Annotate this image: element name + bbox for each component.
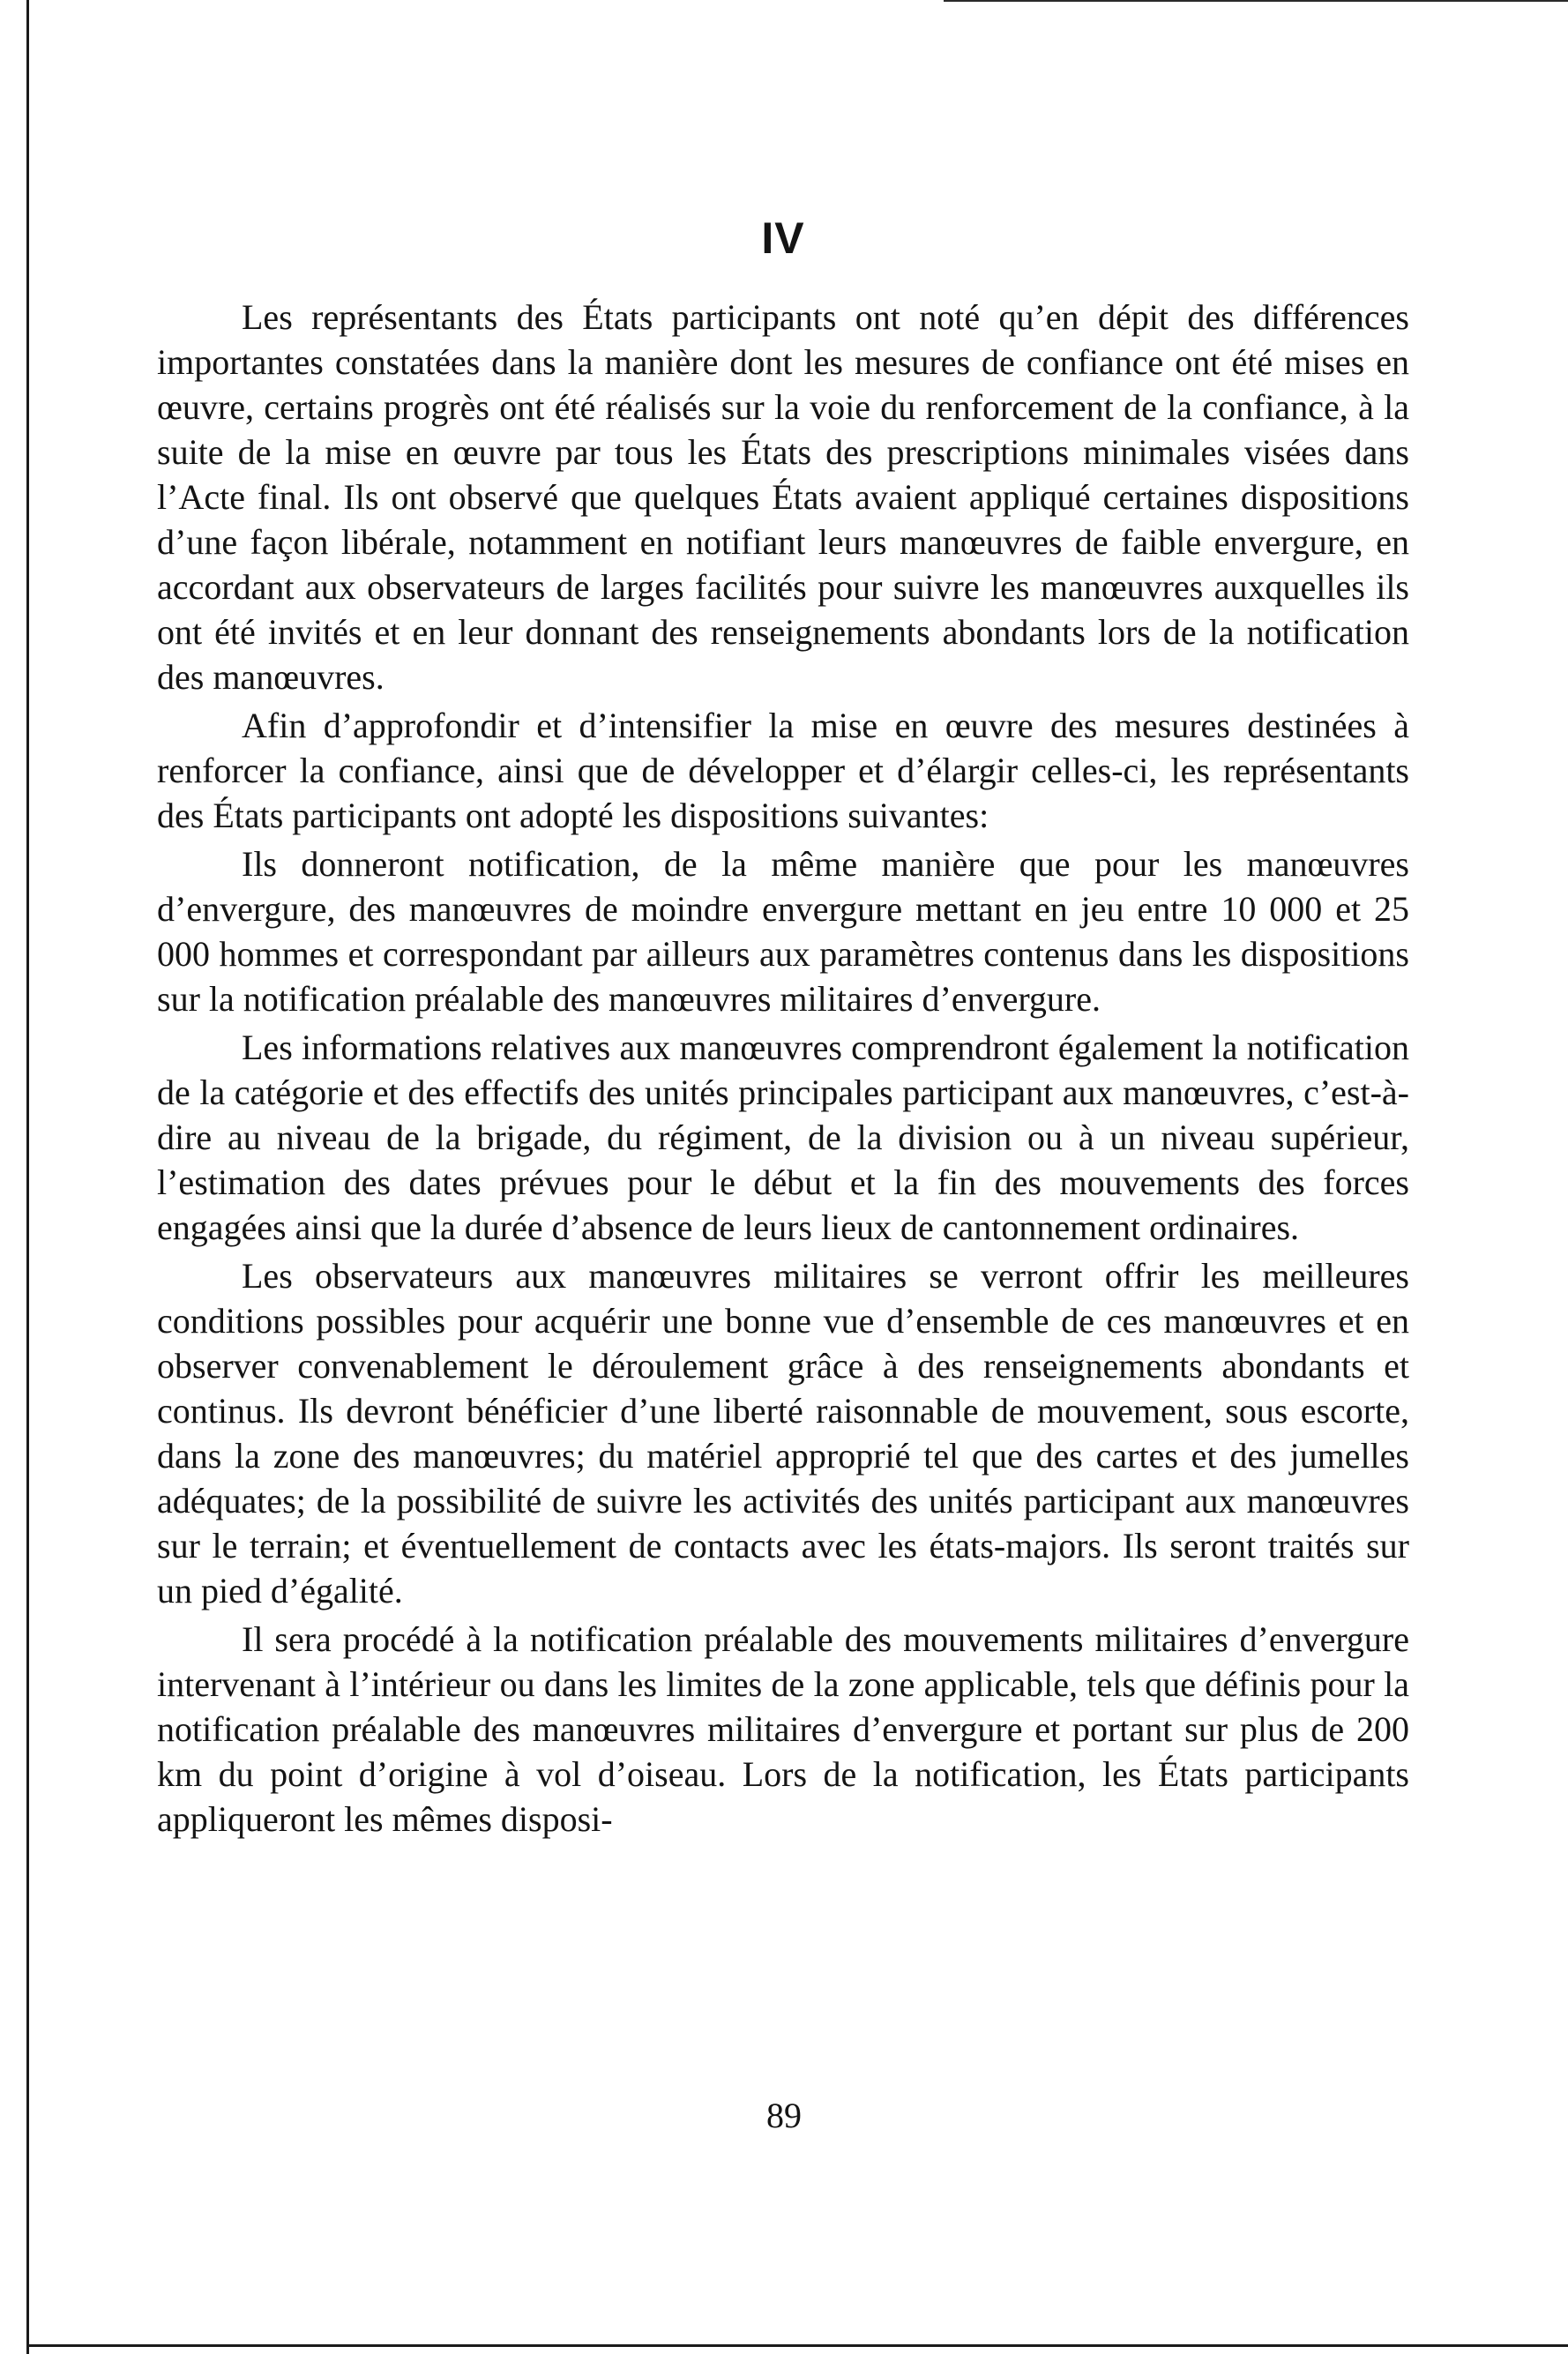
paragraph-6: Il sera procédé à la notification préalable des mouvements militaires d’envergure intervenant à l’intérieur ou dans les limites de la zone applicable, tels que définis pour la notification préalable des manœuvres militaires d’envergure et portant sur plus de 200 km du point d’origine à vol d’oiseau. Lors de la notification, les États participants appliqueront les mêmes disposi- [157,1619,1409,1839]
scan-border-top [944,0,1568,2]
scan-border-left [26,0,29,2354]
section-heading: IV [761,213,805,263]
scan-border-bottom [26,2344,1568,2347]
paragraph-5: Les observateurs aux manœuvres militaires se verront offrir les meilleures conditions possibles pour acquérir une bonne vue d’ensemble de ces manœuvres et en observer convenablement le déroulement grâce à des renseignements abondants et continus. Ils devront bénéficier d’une liberté raisonnable de mouvement, sous escorte, dans la zone des manœuvres; du matériel approprié tel que des cartes et des jumelles adéquates; de la possibilité de suivre les activités des unités participant aux manœuvres sur le terrain; et éventuellement de contacts avec les états-majors. Ils seront traités sur un pied d’égalité. [157,1256,1409,1610]
paragraph-2: Afin d’approfondir et d’intensifier la mise en œuvre des mesures destinées à renforcer la confiance, ainsi que de développer et d’élargir celles-ci, les représentants des États participants ont adopté les dispositions suivantes: [157,706,1409,835]
paragraph-3: Ils donneront notification, de la même manière que pour les manœuvres d’envergure, des manœuvres de moindre envergure mettant en jeu entre 10 000 et 25 000 hommes et correspondant par ailleurs aux paramètres contenus dans les dispositions sur la notification préalable des manœuvres militaires d’envergure. [157,844,1409,1019]
paragraph-4: Les informations relatives aux manœuvres comprendront également la notification de la catégorie et des effectifs des unités principales participant aux manœuvres, c’est-à-dire au niveau de la brigade, du régiment, de la division ou à un niveau supérieur, l’estimation des dates prévues pour le début et la fin des mouvements des forces engagées ainsi que la durée d’absence de leurs lieux de cantonnement ordinaires. [157,1028,1409,1247]
document-page [157,212,1409,1845]
paragraph-1: Les représentants des États participants ont noté qu’en dépit des différences importantes constatées dans la manière dont les mesures de confiance ont été mises en œuvre, certains progrès ont été réalisés sur la voie du renforcement de la confiance, à la suite de la mise en œuvre par tous les États des prescriptions minimales visées dans l’Acte final. Ils ont observé que quelques États avaient appliqué certaines dispositions d’une façon libérale, notamment en notifiant leurs manœuvres de faible envergure, en accordant aux observateurs de larges facilités pour suivre les manœuvres auxquelles ils ont été invités et en leur donnant des renseignements abondants lors de la notification des manœuvres. [157,297,1409,697]
page-number: 89 [766,2096,802,2135]
